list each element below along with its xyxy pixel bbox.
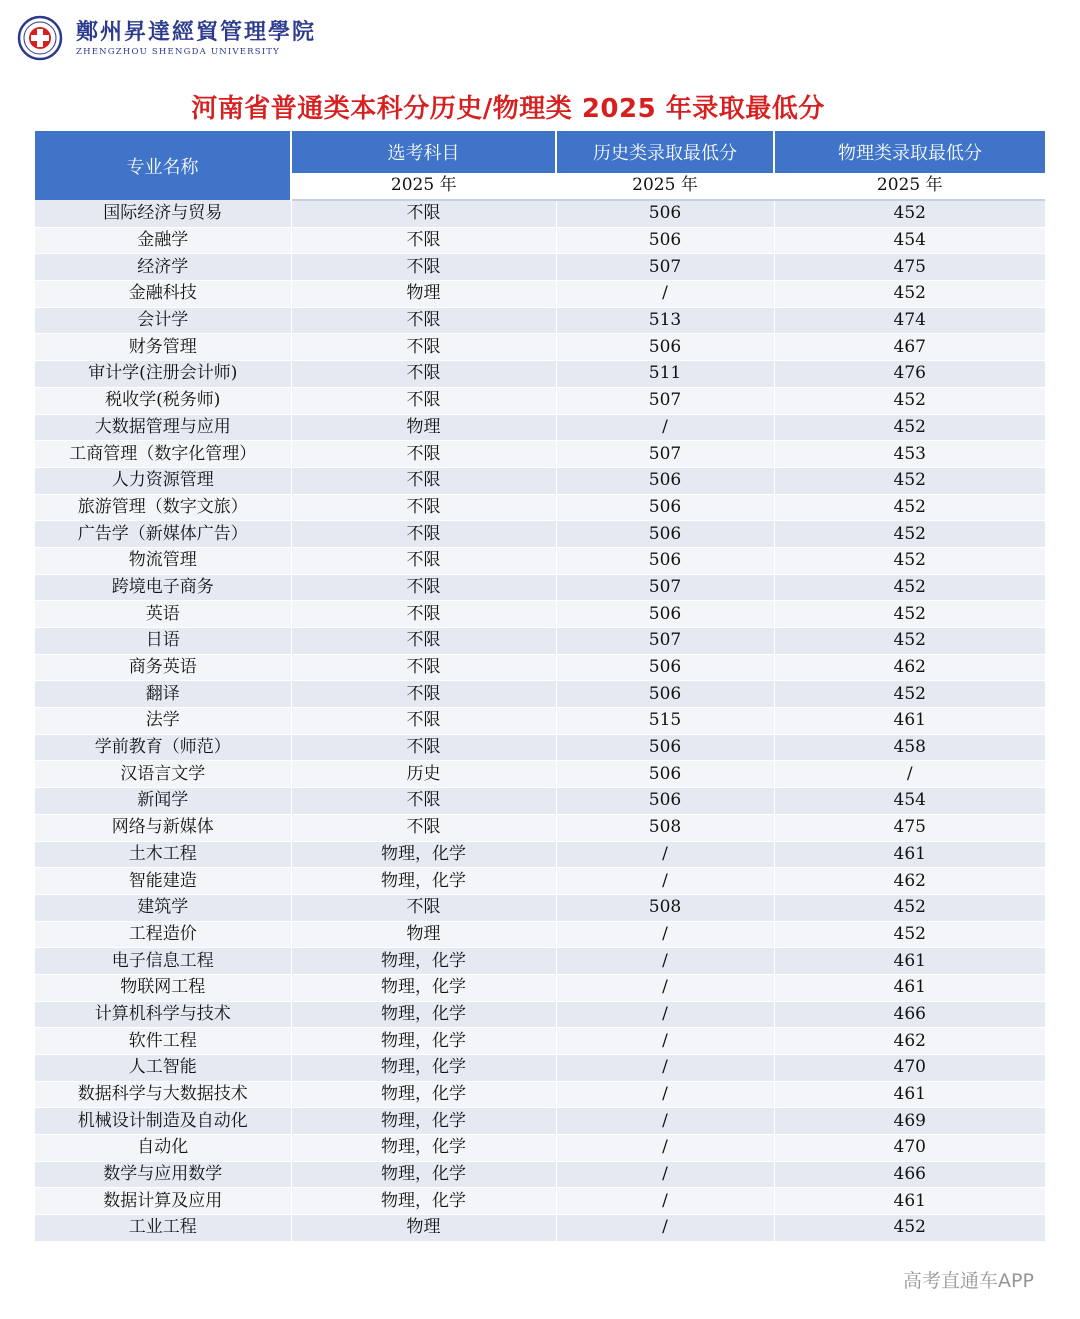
table-row [35,494,1045,521]
major-name-cell: 工业工程 [35,1215,291,1242]
subject-cell: 不限 [291,387,556,414]
history-score-cell: 513 [556,307,774,334]
physics-score-cell: 470 [774,1135,1045,1162]
table-row [35,894,1045,921]
major-name-cell: 自动化 [35,1135,291,1162]
table-row [35,1028,1045,1055]
subject-cell: 物理，化学 [291,1001,556,1028]
table-row [35,1215,1045,1242]
subject-cell: 不限 [291,547,556,574]
table-row [35,948,1045,975]
history-score-cell: / [556,948,774,975]
subject-cell: 物理，化学 [291,974,556,1001]
history-score-cell: 506 [556,467,774,494]
subject-cell: 物理，化学 [291,1055,556,1082]
table-row [35,414,1045,441]
table-row [35,1188,1045,1215]
physics-score-cell: 454 [774,227,1045,254]
history-score-cell: / [556,281,774,308]
table-row [35,761,1045,788]
major-name-cell: 英语 [35,601,291,628]
physics-score-cell: 475 [774,254,1045,281]
major-name-cell: 物联网工程 [35,974,291,1001]
subject-cell: 不限 [291,734,556,761]
physics-score-cell: 461 [774,974,1045,1001]
subject-cell: 历史 [291,761,556,788]
table-row [35,921,1045,948]
university-seal-logo [14,14,66,62]
school-header [14,14,316,62]
table-row [35,654,1045,681]
history-score-cell: 506 [556,734,774,761]
physics-score-cell: 452 [774,921,1045,948]
year-subject: 2025 年 [291,173,556,200]
major-name-cell: 会计学 [35,307,291,334]
page-title: 河南省普通类本科分历史/物理类 2025 年录取最低分 [191,94,825,124]
history-score-cell: / [556,974,774,1001]
table-row [35,334,1045,361]
history-score-cell: 515 [556,708,774,735]
table-row [35,1081,1045,1108]
table-row [35,361,1045,388]
major-name-cell: 人工智能 [35,1055,291,1082]
history-score-cell: / [556,1135,774,1162]
major-name-cell: 国际经济与贸易 [35,200,291,227]
header-physics-min: 物理类录取最低分 [774,131,1045,173]
header-history-min: 历史类录取最低分 [556,131,774,173]
physics-score-cell: 452 [774,467,1045,494]
major-name-cell: 法学 [35,708,291,735]
physics-score-cell: 466 [774,1161,1045,1188]
major-name-cell: 人力资源管理 [35,467,291,494]
physics-score-cell: 452 [774,628,1045,655]
physics-score-cell: 469 [774,1108,1045,1135]
major-name-cell: 计算机科学与技术 [35,1001,291,1028]
history-score-cell: 506 [556,761,774,788]
subject-cell: 物理 [291,921,556,948]
major-name-cell: 经济学 [35,254,291,281]
watermark-text: 高考直通车APP [903,1270,1034,1292]
subject-cell: 不限 [291,574,556,601]
table-row [35,628,1045,655]
subject-cell: 不限 [291,467,556,494]
subject-cell: 不限 [291,521,556,548]
major-name-cell: 旅游管理（数字文旅） [35,494,291,521]
major-name-cell: 数据计算及应用 [35,1188,291,1215]
table-row [35,1135,1045,1162]
history-score-cell: / [556,1001,774,1028]
table-row [35,574,1045,601]
physics-score-cell: 475 [774,814,1045,841]
history-score-cell: / [556,1161,774,1188]
table-row [35,814,1045,841]
year-history: 2025 年 [556,173,774,200]
subject-cell: 不限 [291,654,556,681]
history-score-cell: 507 [556,574,774,601]
table-row [35,467,1045,494]
major-name-cell: 工程造价 [35,921,291,948]
school-name-en: ZHENGZHOU SHENGDA UNIVERSITY [76,46,280,57]
physics-score-cell: 462 [774,1028,1045,1055]
table-body [35,200,1045,1241]
physics-score-cell: 467 [774,334,1045,361]
subject-cell: 不限 [291,601,556,628]
major-name-cell: 电子信息工程 [35,948,291,975]
history-score-cell: 506 [556,494,774,521]
major-name-cell: 税收学(税务师) [35,387,291,414]
subject-cell: 不限 [291,307,556,334]
major-name-cell: 建筑学 [35,894,291,921]
history-score-cell: / [556,1188,774,1215]
major-name-cell: 商务英语 [35,654,291,681]
subject-cell: 物理，化学 [291,1188,556,1215]
history-score-cell: / [556,921,774,948]
history-score-cell: 507 [556,628,774,655]
subject-cell: 不限 [291,628,556,655]
physics-score-cell: 461 [774,1188,1045,1215]
physics-score-cell: 452 [774,601,1045,628]
school-name-cn: 鄭州昇達經貿管理學院 [76,18,317,45]
table-row [35,1055,1045,1082]
table-row [35,387,1045,414]
table-row [35,441,1045,468]
table-row [35,788,1045,815]
physics-score-cell: 452 [774,1215,1045,1242]
physics-score-cell: 452 [774,281,1045,308]
physics-score-cell: 452 [774,681,1045,708]
major-name-cell: 金融科技 [35,281,291,308]
history-score-cell: / [556,1028,774,1055]
history-score-cell: / [556,414,774,441]
history-score-cell: 506 [556,521,774,548]
major-name-cell: 跨境电子商务 [35,574,291,601]
table-row [35,547,1045,574]
major-name-cell: 金融学 [35,227,291,254]
physics-score-cell: 470 [774,1055,1045,1082]
subject-cell: 物理，化学 [291,1108,556,1135]
physics-score-cell: 452 [774,574,1045,601]
major-name-cell: 日语 [35,628,291,655]
major-name-cell: 审计学(注册会计师) [35,361,291,388]
subject-cell: 不限 [291,227,556,254]
physics-score-cell: 458 [774,734,1045,761]
history-score-cell: 506 [556,547,774,574]
physics-score-cell: 454 [774,788,1045,815]
major-name-cell: 汉语言文学 [35,761,291,788]
history-score-cell: / [556,868,774,895]
physics-score-cell: 453 [774,441,1045,468]
table-row [35,307,1045,334]
table-row [35,200,1045,227]
history-score-cell: 506 [556,681,774,708]
major-name-cell: 新闻学 [35,788,291,815]
history-score-cell: 508 [556,894,774,921]
history-score-cell: 506 [556,227,774,254]
table-row [35,1001,1045,1028]
major-name-cell: 财务管理 [35,334,291,361]
table-row [35,601,1045,628]
history-score-cell: 506 [556,654,774,681]
major-name-cell: 数据科学与大数据技术 [35,1081,291,1108]
subject-cell: 不限 [291,441,556,468]
history-score-cell: / [556,1108,774,1135]
physics-score-cell: 452 [774,547,1045,574]
physics-score-cell: 461 [774,948,1045,975]
history-score-cell: 507 [556,387,774,414]
subject-cell: 物理，化学 [291,1081,556,1108]
table-row [35,841,1045,868]
major-name-cell: 数学与应用数学 [35,1161,291,1188]
table-row [35,708,1045,735]
physics-score-cell: 452 [774,894,1045,921]
physics-score-cell: 452 [774,200,1045,227]
subject-cell: 物理，化学 [291,841,556,868]
subject-cell: 不限 [291,894,556,921]
table-row [35,974,1045,1001]
subject-cell: 物理，化学 [291,1161,556,1188]
subject-cell: 不限 [291,708,556,735]
subject-cell: 不限 [291,681,556,708]
table-header-row [35,131,1045,173]
history-score-cell: 506 [556,601,774,628]
subject-cell: 不限 [291,200,556,227]
table-row [35,254,1045,281]
table-row [35,1161,1045,1188]
major-name-cell: 机械设计制造及自动化 [35,1108,291,1135]
subject-cell: 物理，化学 [291,1028,556,1055]
history-score-cell: 507 [556,254,774,281]
history-score-cell: / [556,841,774,868]
history-score-cell: 506 [556,200,774,227]
major-name-cell: 学前教育（师范） [35,734,291,761]
major-name-cell: 翻译 [35,681,291,708]
admission-score-table [35,131,1045,1242]
major-name-cell: 广告学（新媒体广告） [35,521,291,548]
physics-score-cell: 452 [774,414,1045,441]
subject-cell: 物理，化学 [291,948,556,975]
table-row [35,681,1045,708]
header-subject: 选考科目 [291,131,556,173]
major-name-cell: 网络与新媒体 [35,814,291,841]
school-brand [76,20,316,57]
table-row [35,1108,1045,1135]
physics-score-cell: / [774,761,1045,788]
subject-cell: 不限 [291,361,556,388]
subject-cell: 不限 [291,814,556,841]
major-name-cell: 土木工程 [35,841,291,868]
physics-score-cell: 461 [774,708,1045,735]
table-row [35,734,1045,761]
history-score-cell: / [556,1215,774,1242]
major-name-cell: 软件工程 [35,1028,291,1055]
major-name-cell: 物流管理 [35,547,291,574]
subject-cell: 不限 [291,334,556,361]
history-score-cell: / [556,1081,774,1108]
physics-score-cell: 452 [774,521,1045,548]
table-row [35,521,1045,548]
history-score-cell: 508 [556,814,774,841]
physics-score-cell: 452 [774,494,1045,521]
table-row [35,868,1045,895]
history-score-cell: 511 [556,361,774,388]
history-score-cell: 506 [556,788,774,815]
history-score-cell: / [556,1055,774,1082]
physics-score-cell: 452 [774,387,1045,414]
table-row [35,227,1045,254]
major-name-cell: 工商管理（数字化管理） [35,441,291,468]
subject-cell: 不限 [291,254,556,281]
physics-score-cell: 462 [774,868,1045,895]
header-major-name: 专业名称 [35,131,291,200]
physics-score-cell: 466 [774,1001,1045,1028]
subject-cell: 不限 [291,494,556,521]
subject-cell: 物理 [291,1215,556,1242]
history-score-cell: 507 [556,441,774,468]
major-name-cell: 智能建造 [35,868,291,895]
subject-cell: 物理，化学 [291,1135,556,1162]
physics-score-cell: 461 [774,841,1045,868]
physics-score-cell: 476 [774,361,1045,388]
subject-cell: 物理 [291,281,556,308]
subject-cell: 物理 [291,414,556,441]
physics-score-cell: 461 [774,1081,1045,1108]
table-row [35,281,1045,308]
history-score-cell: 506 [556,334,774,361]
subject-cell: 物理，化学 [291,868,556,895]
physics-score-cell: 474 [774,307,1045,334]
year-physics: 2025 年 [774,173,1045,200]
subject-cell: 不限 [291,788,556,815]
physics-score-cell: 462 [774,654,1045,681]
major-name-cell: 大数据管理与应用 [35,414,291,441]
